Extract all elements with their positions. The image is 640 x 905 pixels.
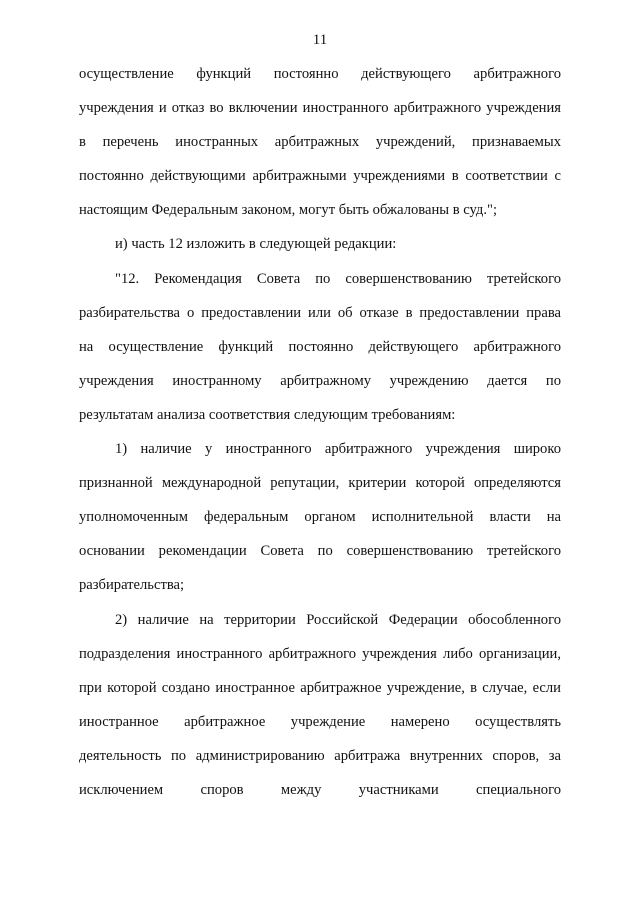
paragraph xyxy=(79,432,561,602)
text-line: "12. Рекомендация Совета по совершенствованию третейского xyxy=(115,270,561,287)
text-line: подразделения иностранного арбитражного учреждения либо организации, xyxy=(79,645,561,662)
text-line: учреждения и отказ во включении иностранного арбитражного учреждения xyxy=(79,100,561,117)
text-line: на осуществление функций постоянно действующего арбитражного xyxy=(79,338,561,355)
text-line: признанной международной репутации, критерии которой определяются xyxy=(79,475,561,492)
text-line: и) часть 12 изложить в следующей редакции: xyxy=(115,236,397,253)
text-line: деятельность по администрированию арбитража внутренних споров, за xyxy=(79,747,561,764)
text-line: осуществление функций постоянно действующего арбитражного xyxy=(79,66,561,82)
paragraph xyxy=(79,57,561,227)
text-line: результатам анализа соответствия следующим требованиям: xyxy=(79,406,456,423)
text-line: постоянно действующими арбитражными учреждениями в соответствии с xyxy=(79,168,561,185)
text-line: разбирательства; xyxy=(79,577,185,594)
document-body xyxy=(79,57,561,807)
text-line: основании рекомендации Совета по совершенствованию третейского xyxy=(79,543,561,560)
paragraph xyxy=(79,227,561,261)
text-line: учреждения иностранному арбитражному учреждению дается по xyxy=(79,372,561,389)
text-line: уполномоченным федеральным органом исполнительной власти на xyxy=(79,509,561,526)
text-line: 1) наличие у иностранного арбитражного учреждения широко xyxy=(115,441,561,458)
text-line: разбирательства о предоставлении или об отказе в предоставлении права xyxy=(79,304,561,321)
text-line: настоящим Федеральным законом, могут быть обжалованы в суд."; xyxy=(79,202,498,219)
text-line: в перечень иностранных арбитражных учреждений, признаваемых xyxy=(79,134,561,151)
page-number: 11 xyxy=(312,32,328,48)
text-line: при которой создано иностранное арбитражное учреждение, в случае, если xyxy=(79,679,561,696)
text-line: 2) наличие на территории Российской Федерации обособленного xyxy=(115,611,561,628)
text-line: иностранное арбитражное учреждение намерено осуществлять xyxy=(79,713,561,730)
text-line: исключением споров между участниками специального xyxy=(79,781,561,798)
paragraph xyxy=(79,603,561,808)
paragraph xyxy=(79,262,561,432)
